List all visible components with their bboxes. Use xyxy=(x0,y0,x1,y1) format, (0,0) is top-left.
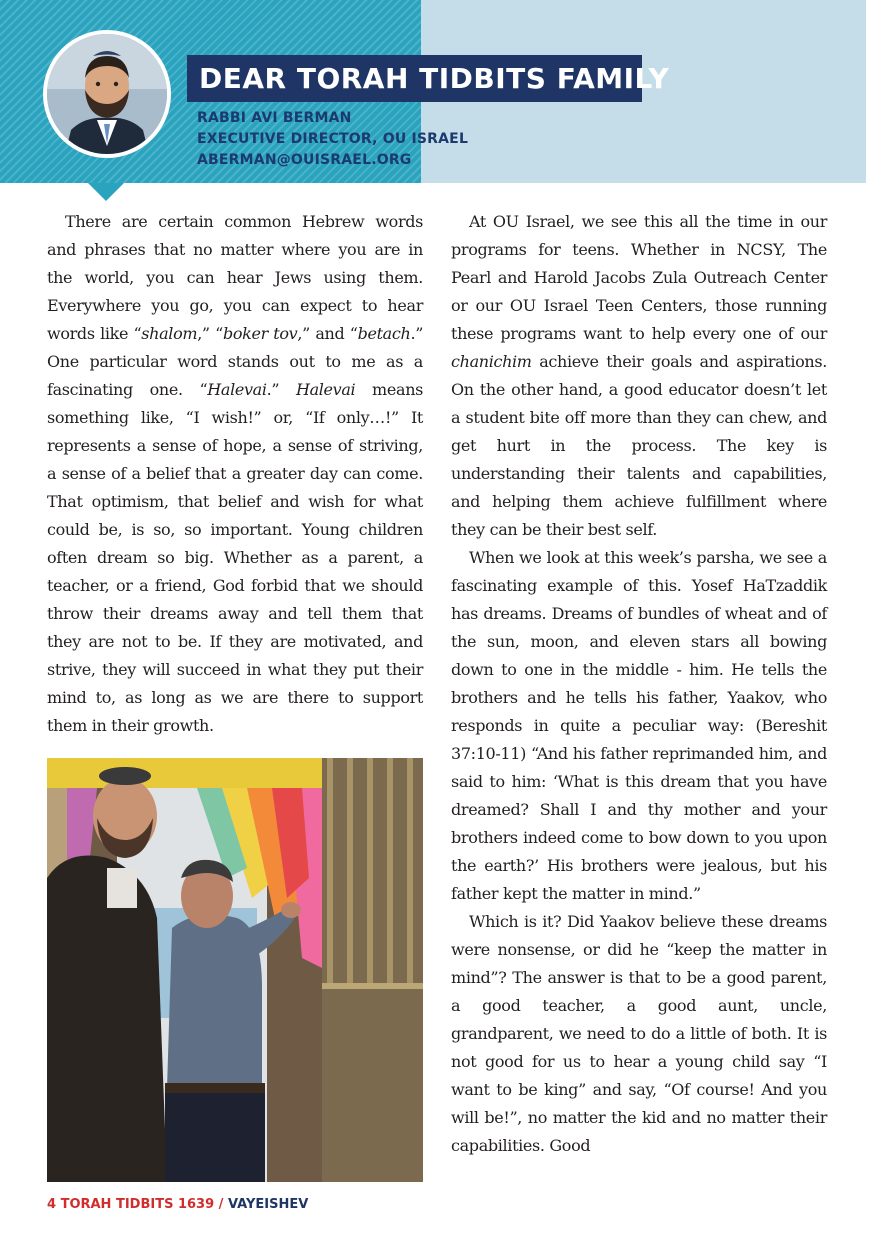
page-footer xyxy=(47,1197,308,1212)
paragraph: When we look at this week’s parsha, we see a fascinating example of this. Yosef HaTzaddik has dreams. Dreams of bundles of wheat and of the sun, moon, and eleven stars all bowing down to one in the middle - him. He tells the brothers and he tells his father, Yaakov, who responds in quite a peculiar way: (Bereshit 37:10-11) “And his father reprimanded him, and said to him: ‘What is this dream that you have dreamed? Shall I and thy mother and your brothers indeed come to bow down to you upon the earth?’ His brothers were jealous, but his father kept the matter in mind.” xyxy=(451,548,827,903)
author-photo xyxy=(43,30,171,158)
author-role: EXECUTIVE DIRECTOR, OU ISRAEL xyxy=(197,131,469,147)
text-run: achieve their goals and aspirations. On the other hand, a good educator doesn’t let a student bite off more than they can chew, and get hurt in the process. The key is understanding their talents and capabilities, and helping them achieve fulfillment where they can be their best self. xyxy=(451,352,827,539)
hebrew-term: shalom xyxy=(141,324,198,343)
hebrew-term: chanichim xyxy=(451,352,532,371)
paragraph xyxy=(451,208,827,544)
text-run: ,” and “ xyxy=(297,324,358,343)
hebrew-term: boker tov xyxy=(222,324,298,343)
author-email[interactable]: ABERMAN@OUISRAEL.ORG xyxy=(197,152,412,168)
section-name: VAYEISHEV xyxy=(227,1197,309,1212)
page-info: 4 TORAH TIDBITS 1639 / xyxy=(47,1197,224,1212)
text-run: There are certain common Hebrew words and phrases that no matter where you are in the world, you can hear Jews using them. Everywhere you go, you can expect to hear words like “ xyxy=(47,212,423,343)
hebrew-term: Halevai xyxy=(207,380,267,399)
page-title: DEAR TORAH TIDBITS FAMILY xyxy=(187,55,642,102)
hebrew-term: Halevai xyxy=(295,380,356,399)
hebrew-term: betach xyxy=(357,324,411,343)
article-photo xyxy=(47,758,423,1182)
author-byline xyxy=(197,108,468,171)
text-run: ,” “ xyxy=(197,324,223,343)
left-column xyxy=(47,208,423,740)
text-run: .” xyxy=(266,380,296,399)
text-run: means something like, “I wish!” or, “If only…!” It represents a sense of hope, a sense of striving, a sense of a belief that a greater day can come. That optimism, that belief and wish for what could be, is so, so important. Young children often dream so big. Whether as a parent, a teacher, or a friend, God forbid that we should throw their dreams away and tell them that they are not to be. If they are motivated, and strive, they will succeed in what they put their mind to, as long as we are there to support them in their growth. xyxy=(47,380,424,735)
header-pointer xyxy=(88,183,124,201)
right-column xyxy=(451,208,827,1160)
paragraph xyxy=(47,208,423,740)
text-run: .” One particular word stands out to me as a fascinating one. “ xyxy=(47,324,424,399)
author-name: RABBI AVI BERMAN xyxy=(197,110,352,126)
text-run: At OU Israel, we see this all the time in our programs for teens. Whether in NCSY, The Pearl and Harold Jacobs Zula Outreach Center or our OU Israel Teen Centers, those running these programs want to help every one of our xyxy=(451,212,827,343)
paragraph: Which is it? Did Yaakov believe these dreams were nonsense, or did he “keep the matter in mind”? The answer is that to be a good parent, a good teacher, a good aunt, uncle, grandparent, we need to do a little of both. It is not good for us to hear a young child say “I want to be king” and say, “Of course! And you will be!”, no matter the kid and no matter their capabilities. Good xyxy=(451,912,827,1155)
